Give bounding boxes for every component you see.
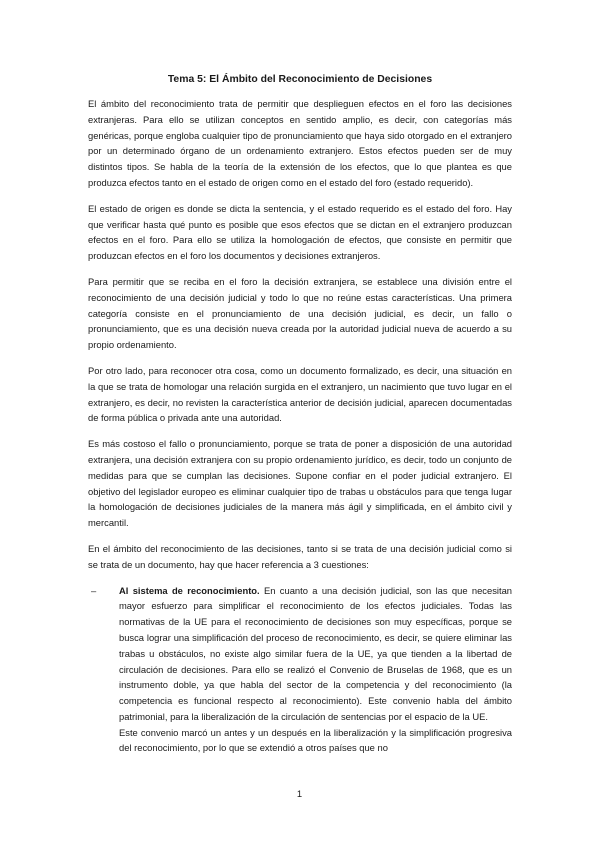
paragraph: En el ámbito del reconocimiento de las decisiones, tanto si se trata de una decisión judicial como si se trata de un documento, hay que hacer referencia a 3 cuestiones: [88, 542, 512, 570]
question-list [88, 583, 512, 757]
document-body [88, 96, 512, 766]
paragraph: El estado de origen es donde se dicta la sentencia, y el estado requerido es el estado del foro. Hay que verificar hasta qué punto es posible que esos efectos que se dictan en el extranjero produzcan efectos en el foro. Para ello se utiliza la homologación de efectos, que consiste en permitir que produzcan efectos en el foro los documentos y decisiones extranjeros. [88, 202, 512, 262]
list-item-continuation: Este convenio marcó un antes y un después en la liberalización y la simplificación progresiva del reconocimiento, por lo que se extendió a otros países que no [119, 726, 512, 754]
list-item-text: En cuanto a una decisión judicial, son las que necesitan mayor esfuerzo para simplificar el reconocimiento de los efectos judiciales. Todas las normativas de la UE para el reconocimiento de decisiones son muy específicas, porque se busca lograr una simplificación del proceso de reconocimiento, es decir, se quiere eliminar las trabas u obstáculos, no existe algo similar fuera de la UE, ya que tienden a la libertad de circulación de decisiones. Para ello se realizó el Convenio de Bruselas de 1968, que es un instrumento doble, ya que habla del sector de la competencia y del reconocimiento (la competencia es funcional respecto al reconocimiento). Este convenio habla del ámbito patrimonial, para la liberalización de la circulación de sentencias por el espacio de la UE. [119, 584, 512, 722]
page-number: 1 [296, 788, 303, 799]
paragraph: Por otro lado, para reconocer otra cosa, como un documento formalizado, es decir, una situación en la que se trata de homologar una relación surgida en el extranjero, un nacimiento que tuvo lugar en el extranjero, es decir, no revisten la característica anterior de decisión judicial, aparecen documentadas de forma pública o privada ante una autoridad. [88, 364, 512, 424]
paragraph: El ámbito del reconocimiento trata de permitir que desplieguen efectos en el foro las decisiones extranjeras. Para ello se utilizan conceptos en sentido amplio, es decir, con categorías más genéricas, porque engloba cualquier tipo de pronunciamiento que haya sido otorgado en el extranjero por un determinado órgano de un ordenamiento extranjero. Estos efectos pueden ser de muy distintos tipos. Se habla de la teoría de la extensión de los efectos, que lo que plantea es que produzca efectos tanto en el estado de origen como en el estado del foro (estado requerido). [88, 98, 512, 188]
paragraph: Es más costoso el fallo o pronunciamiento, porque se trata de poner a disposición de una autoridad extranjera, una decisión extranjera con su propio ordenamiento jurídico, es decir, todo un conjunto de medidas para que se cumplan las decisiones. Supone confiar en el poder judicial extranjero. El objetivo del legislador europeo es eliminar cualquier tipo de trabas u obstáculos para que tenga lugar la homologación de decisiones judiciales de la manera más ágil y simplificada, en el ámbito civil y mercantil. [88, 438, 512, 529]
paragraph: Para permitir que se reciba en el foro la decisión extranjera, se establece una división entre el reconocimiento de una decisión judicial y todo lo que no reúne estas características. Una primera categoría consiste en el pronunciamiento de una decisión judicial, es decir, un fallo o pronunciamiento, que es una decisión nueva creada por la autoridad judicial nueva de acuerdo a su propio ordenamiento. [88, 275, 512, 351]
list-item [88, 583, 512, 757]
list-item-heading: Al sistema de reconocimiento. [119, 584, 260, 596]
document-title: Tema 5: El Ámbito del Reconocimiento de Decisiones [167, 74, 433, 85]
list-dash: – [91, 584, 97, 596]
